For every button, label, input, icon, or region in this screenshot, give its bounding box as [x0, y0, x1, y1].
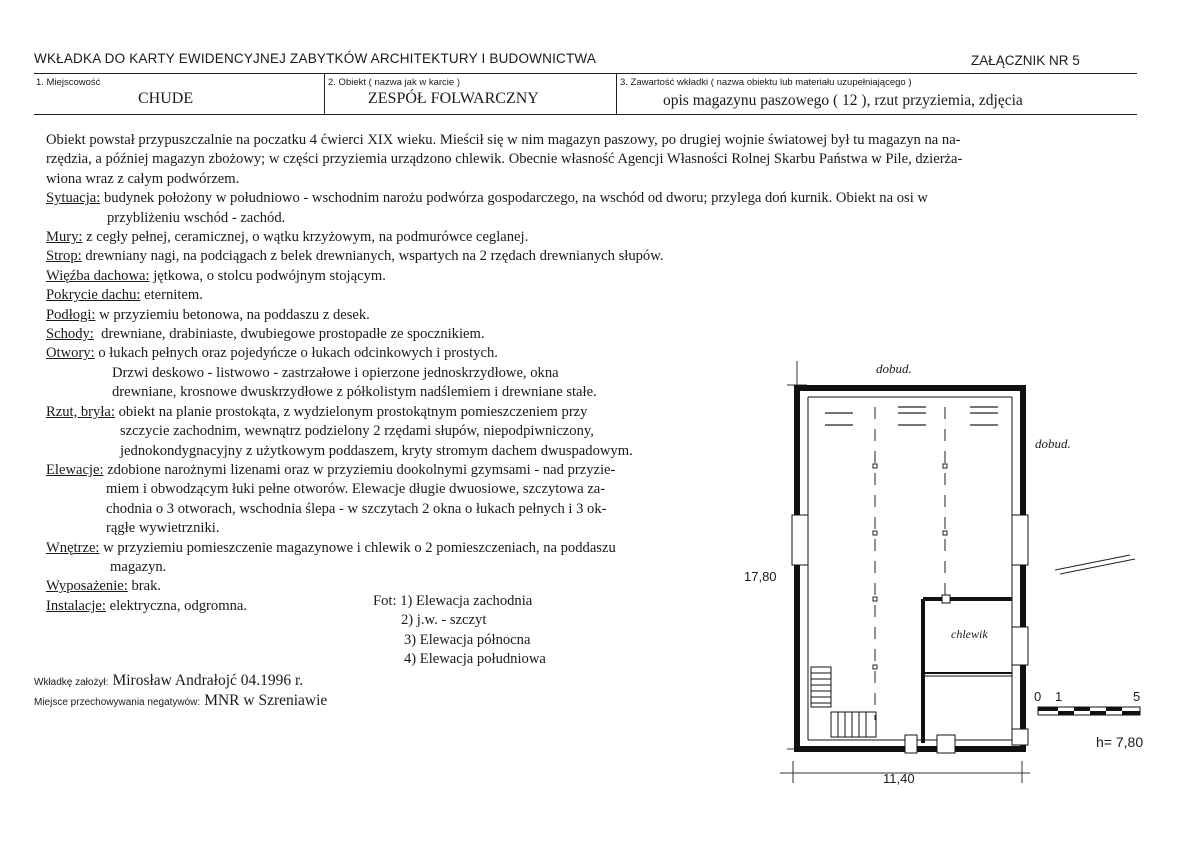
section-elevations-cont: miem i obwodzącym łuki pełne otworów. Elewacje długie dwuosiowe, szczytowa za-	[106, 481, 606, 498]
storage-row	[34, 692, 327, 710]
section-label: Pokrycie dachu:	[46, 287, 141, 304]
section-roof-truss	[46, 267, 1136, 286]
scale-label-5: 5	[1133, 689, 1141, 704]
column-posts	[873, 464, 947, 669]
photo-item: Fot: 1) Elewacja zachodnia	[373, 593, 533, 609]
field-locality-label: 1. Miejscowość	[36, 77, 101, 88]
plan-label-right: dobud.	[1035, 436, 1071, 451]
field-divider-2	[616, 74, 617, 114]
section-label: Sytuacja:	[46, 190, 101, 207]
section-label: Wnętrze:	[46, 539, 100, 556]
plan-width-dimension: 11,40	[883, 771, 915, 786]
card-title: WKŁADKA DO KARTY EWIDENCYJNEJ ZABYTKÓW ARCHITEKTURY I BUDOWNICTWA	[34, 51, 597, 66]
section-stairs	[46, 325, 1136, 344]
section-text: w przyziemiu betonowa, na poddaszu z desek.	[99, 306, 370, 323]
section-interior-cont: magazyn.	[110, 558, 167, 575]
photo-item: 4) Elewacja południowa	[404, 651, 546, 668]
section-label: Mury:	[46, 229, 83, 246]
header-bottom-rule	[34, 114, 1137, 115]
stairs	[811, 667, 876, 737]
section-text: drewniany nagi, na podciągach z belek drewnianych, wspartych na 2 rzędach drewnianych słupów.	[85, 248, 664, 265]
storage-value: MNR w Szreniawie	[204, 692, 328, 709]
window	[792, 515, 808, 565]
plan-label-top: dobud.	[876, 361, 912, 376]
storage-label: Miejsce przechowywania negatywów:	[34, 697, 201, 708]
section-label: Podłogi:	[46, 306, 96, 323]
intro-line: rzędzia, a później magazyn zbożowy; w części przyziemia urządzono chlewik. Obecnie własność Agencji Własności Rolnej Skarbu Państwa w Pile, dzierża-	[46, 151, 963, 168]
section-label: Schody:	[46, 326, 94, 343]
section-label: Rzut, bryła:	[46, 403, 115, 420]
section-text: elektryczna, odgromna.	[109, 597, 247, 614]
section-walls	[46, 228, 1136, 247]
section-text: obiekt na planie prostokąta, z wydzielonym prostokątnym pomieszczeniem przy	[118, 403, 588, 420]
floor-plan	[730, 355, 1170, 795]
section-label: Instalacje:	[46, 597, 106, 614]
photo-label: Fot:	[373, 593, 397, 609]
intro-line: wiona wraz z całym podwórzem.	[46, 170, 240, 187]
photo-item: 2) j.w. - szczyt	[401, 612, 487, 629]
section-elevations-cont: rągłe wywietrzniki.	[106, 520, 220, 537]
photo-item: 3) Elewacja północna	[404, 631, 531, 648]
section-situation	[46, 189, 1136, 208]
plan-height-dimension: 17,80	[744, 569, 777, 584]
field-content-value: opis magazynu paszowego ( 12 ), rzut przyziemia, zdjęcia	[663, 92, 1023, 109]
section-elevations-cont: chodnia o 3 otworach, wschodnia ślepa - w szczytach 2 okna o łukach pełnych i 3 ok-	[106, 500, 607, 517]
section-label: Otwory:	[46, 345, 95, 362]
window	[1012, 627, 1028, 665]
section-label: Strop:	[46, 248, 82, 265]
section-floors	[46, 306, 1136, 325]
section-text: w przyziemiu pomieszczenie magazynowe i chlewik o 2 pomieszczeniach, na poddaszu	[103, 539, 616, 556]
door-opening	[1012, 729, 1028, 745]
founder-value: Mirosław Andrałojć 04.1996 r.	[112, 672, 304, 689]
scale-label-0: 0	[1034, 689, 1042, 704]
section-ceiling	[46, 247, 1136, 266]
field-object-label: 2. Obiekt ( nazwa jak w karcie )	[328, 77, 460, 88]
section-roofing	[46, 286, 1136, 305]
field-divider-1	[324, 74, 325, 114]
header-top-rule	[34, 73, 1137, 74]
section-text: budynek położony w południowo - wschodnim narożu podwórza gospodarczego, na wschód od dworu; przylega doń kurnik. Obiekt na osi w	[103, 190, 928, 207]
annex-number: ZAŁĄCZNIK NR 5	[971, 53, 1080, 68]
field-content-label: 3. Zawartość wkładki ( nazwa obiektu lub materiału uzupełniającego )	[620, 77, 912, 88]
section-plan-cont: jednokondygnacyjny z użytkowym poddaszem, kryty stromym dachem dwuspadowym.	[120, 442, 633, 459]
section-text: jętkowa, o stolcu podwójnym stojącym.	[153, 267, 386, 284]
section-situation-cont: przybliżeniu wschód - zachód.	[107, 209, 286, 226]
section-text: eternitem.	[144, 287, 203, 304]
section-text: drewniane, drabiniaste, dwubiegowe prostopadłe ze spocznikiem.	[101, 326, 485, 343]
plan-height-note: h= 7,80	[1096, 734, 1144, 750]
window	[1012, 515, 1028, 565]
door-opening	[937, 735, 955, 753]
beam-marks	[825, 407, 998, 425]
field-locality-value: CHUDE	[138, 90, 194, 107]
founder-label: Wkładkę założył:	[34, 677, 109, 688]
founder-row	[34, 672, 303, 690]
section-text: zdobione narożnymi lizenami oraz w przyziemiu dookolnymi gzymsami - nad przyzie-	[107, 461, 616, 478]
intro-line: Obiekt powstał przypuszczalnie na poczatku 4 ćwierci XIX wieku. Mieścił się w nim magazyn paszowy, po drugiej wojnie światowej był tu magazyn na na-	[46, 132, 961, 148]
field-object-value: ZESPÓŁ FOLWARCZNY	[368, 90, 539, 107]
section-label: Wyposażenie:	[46, 578, 128, 595]
section-text: brak.	[131, 578, 162, 595]
section-plan-cont: szczycie zachodnim, wewnątrz podzielony 2 rzędami słupów, niepodpiwniczony,	[120, 423, 594, 440]
section-text: z cegły pełnej, ceramicznej, o wątku krzyżowym, na podmurówce ceglanej.	[86, 229, 529, 246]
section-label: Elewacje:	[46, 461, 104, 478]
photo-list	[373, 592, 546, 670]
chlewik-door	[942, 595, 950, 603]
plan-room-label: chlewik	[951, 627, 988, 641]
section-openings-cont: drewniane, krosnowe dwuskrzydłowe z półkolistym nadślemiem i drewniane stałe.	[112, 384, 597, 401]
section-label: Więźba dachowa:	[46, 267, 150, 284]
door-opening	[905, 735, 917, 753]
scale-label-1: 1	[1055, 689, 1063, 704]
section-text: o łukach pełnych oraz pojedyńcze o łukach odcinkowych i prostych.	[98, 345, 498, 362]
section-openings-cont: Drzwi deskowo - listwowo - zastrzałowe i opierzone jednoskrzydłowe, okna	[112, 364, 559, 381]
